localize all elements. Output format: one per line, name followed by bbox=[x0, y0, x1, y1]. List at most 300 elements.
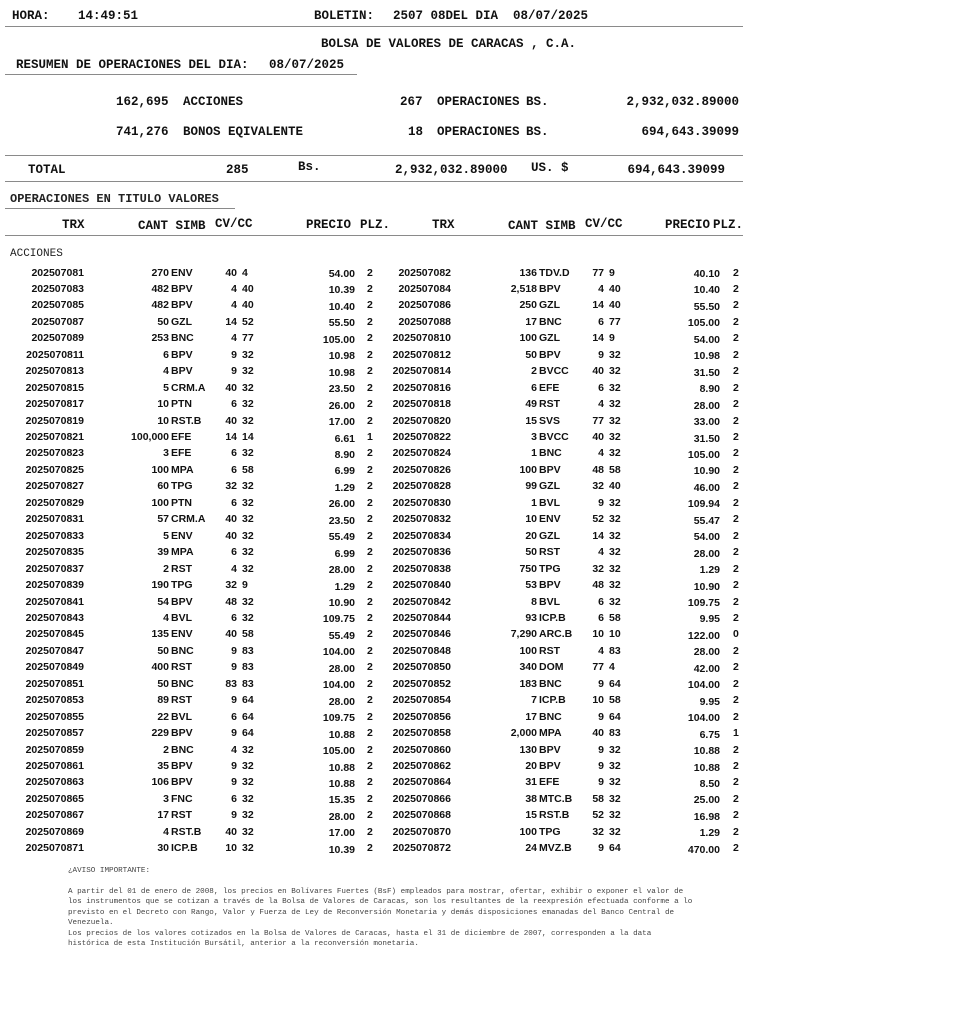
left-cc: 32 bbox=[242, 809, 254, 822]
table-row bbox=[0, 365, 760, 381]
table-row bbox=[0, 349, 760, 365]
right-precio: 10.40 bbox=[693, 284, 720, 297]
col-precio-right: PRECIO bbox=[665, 218, 711, 232]
right-plazo: 2 bbox=[733, 792, 739, 805]
left-cc: 32 bbox=[242, 496, 254, 509]
acciones-operaciones: 267 bbox=[400, 95, 423, 109]
section-title: OPERACIONES EN TITULO VALORES bbox=[10, 192, 219, 206]
left-plazo: 2 bbox=[367, 579, 373, 592]
left-precio: 28.00 bbox=[328, 695, 355, 708]
left-simbolo: BPV bbox=[171, 776, 193, 789]
right-cantidad: 750 bbox=[519, 562, 537, 575]
right-plazo: 0 bbox=[733, 628, 739, 641]
left-cantidad: 54 bbox=[157, 595, 169, 608]
right-cantidad: 7 bbox=[531, 694, 537, 707]
left-trx: 2025070837 bbox=[25, 562, 84, 575]
left-plazo: 2 bbox=[367, 595, 373, 608]
right-cc: 32 bbox=[609, 776, 621, 789]
right-cv: 6 bbox=[598, 611, 604, 624]
right-plazo: 2 bbox=[733, 579, 739, 592]
right-simbolo: BVL bbox=[539, 595, 560, 608]
left-plazo: 2 bbox=[367, 661, 373, 674]
left-simbolo: BNC bbox=[171, 644, 194, 657]
column-header-divider bbox=[5, 235, 743, 236]
left-cc: 32 bbox=[242, 414, 254, 427]
right-plazo: 2 bbox=[733, 743, 739, 756]
left-precio: 28.00 bbox=[328, 662, 355, 675]
right-trx: 202507084 bbox=[398, 282, 451, 295]
left-cantidad: 17 bbox=[157, 809, 169, 822]
right-cc: 32 bbox=[609, 381, 621, 394]
right-plazo: 2 bbox=[733, 365, 739, 378]
boletin-value: 2507 08DEL DIA 08/07/2025 bbox=[393, 9, 589, 23]
left-cc: 52 bbox=[242, 315, 254, 328]
acciones-label: ACCIONES bbox=[183, 95, 244, 109]
header-divider bbox=[5, 26, 743, 27]
table-row bbox=[0, 678, 760, 694]
left-precio: 10.88 bbox=[328, 728, 355, 741]
table-row bbox=[0, 431, 760, 447]
left-cv: 83 bbox=[225, 677, 237, 690]
table-row bbox=[0, 793, 760, 809]
right-cc: 32 bbox=[609, 579, 621, 592]
left-simbolo: FNC bbox=[171, 792, 193, 805]
right-simbolo: BVCC bbox=[539, 365, 569, 378]
left-cc: 32 bbox=[242, 381, 254, 394]
right-cc: 32 bbox=[609, 365, 621, 378]
left-plazo: 2 bbox=[367, 315, 373, 328]
right-plazo: 2 bbox=[733, 611, 739, 624]
right-simbolo: BNC bbox=[539, 710, 562, 723]
left-trx: 2025070843 bbox=[25, 611, 84, 624]
right-precio: 8.90 bbox=[699, 383, 720, 396]
left-precio: 26.00 bbox=[328, 498, 355, 511]
left-simbolo: CRM.A bbox=[171, 381, 206, 394]
right-cc: 64 bbox=[609, 710, 621, 723]
right-simbolo: MTC.B bbox=[539, 792, 573, 805]
resumen-underline bbox=[5, 74, 357, 75]
left-cc: 32 bbox=[242, 595, 254, 608]
right-cc: 4 bbox=[609, 661, 615, 674]
left-cantidad: 35 bbox=[157, 760, 169, 772]
table-row bbox=[0, 513, 760, 529]
table-row bbox=[0, 694, 760, 710]
left-cv: 6 bbox=[231, 398, 237, 411]
right-cantidad: 10 bbox=[525, 513, 537, 526]
left-precio: 28.00 bbox=[328, 564, 355, 577]
left-cv: 4 bbox=[231, 743, 237, 756]
right-trx: 2025070868 bbox=[392, 809, 451, 822]
left-simbolo: TPG bbox=[171, 579, 193, 592]
right-cantidad: 100 bbox=[519, 463, 537, 476]
right-trx: 2025070866 bbox=[392, 792, 451, 805]
right-cc: 64 bbox=[609, 842, 621, 855]
right-simbolo: BPV bbox=[539, 282, 561, 295]
right-precio: 42.00 bbox=[693, 662, 720, 675]
right-simbolo: EFE bbox=[539, 776, 560, 789]
right-cv: 77 bbox=[592, 414, 604, 427]
left-cantidad: 3 bbox=[163, 792, 169, 805]
left-precio: 8.90 bbox=[334, 448, 355, 461]
right-simbolo: GZL bbox=[539, 299, 560, 312]
left-plazo: 2 bbox=[367, 447, 373, 460]
right-trx: 202507088 bbox=[398, 315, 451, 328]
left-cantidad: 10 bbox=[157, 414, 169, 427]
left-precio: 17.00 bbox=[328, 416, 355, 429]
bonos-op-label: OPERACIONES bbox=[437, 125, 520, 139]
right-precio: 104.00 bbox=[687, 679, 720, 692]
left-cv: 14 bbox=[225, 315, 237, 328]
left-cv: 40 bbox=[225, 381, 237, 394]
right-cc: 32 bbox=[609, 809, 621, 822]
left-trx: 2025070849 bbox=[25, 661, 84, 674]
left-cc: 32 bbox=[242, 825, 254, 838]
left-cc: 32 bbox=[242, 743, 254, 756]
institution-name: BOLSA DE VALORES DE CARACAS , C.A. bbox=[321, 37, 577, 51]
table-row bbox=[0, 283, 760, 299]
left-trx: 2025070813 bbox=[25, 365, 84, 378]
right-cantidad: 2 bbox=[531, 365, 537, 378]
right-trx: 2025070864 bbox=[392, 776, 451, 789]
left-simbolo: BVL bbox=[171, 710, 192, 723]
right-precio: 122.00 bbox=[687, 629, 720, 642]
left-cantidad: 400 bbox=[151, 661, 169, 674]
left-trx: 2025070847 bbox=[25, 644, 84, 657]
right-plazo: 2 bbox=[733, 398, 739, 411]
right-precio: 55.50 bbox=[693, 300, 720, 313]
right-cv: 40 bbox=[592, 431, 604, 443]
left-simbolo: TPG bbox=[171, 480, 193, 493]
right-trx: 2025070852 bbox=[392, 677, 451, 690]
left-cc: 40 bbox=[242, 282, 254, 295]
right-simbolo: BVCC bbox=[539, 431, 569, 443]
left-trx: 2025070851 bbox=[25, 677, 84, 690]
col-trx-right: TRX bbox=[432, 218, 455, 232]
table-row bbox=[0, 530, 760, 546]
left-simbolo: RST bbox=[171, 562, 192, 575]
section-title-underline bbox=[5, 208, 235, 209]
right-cv: 77 bbox=[592, 661, 604, 674]
right-plazo: 2 bbox=[733, 694, 739, 707]
right-precio: 40.10 bbox=[693, 268, 720, 280]
left-plazo: 2 bbox=[367, 809, 373, 822]
left-cv: 6 bbox=[231, 710, 237, 723]
right-cantidad: 93 bbox=[525, 611, 537, 624]
left-cc: 32 bbox=[242, 842, 254, 855]
left-cc: 32 bbox=[242, 611, 254, 624]
col-cant-simb-right: CANT SIMB bbox=[508, 219, 576, 233]
left-cv: 32 bbox=[225, 579, 237, 592]
left-cc: 32 bbox=[242, 348, 254, 361]
right-cv: 9 bbox=[598, 743, 604, 756]
left-cantidad: 10 bbox=[157, 398, 169, 411]
left-cantidad: 2 bbox=[163, 743, 169, 756]
col-plz-left: PLZ. bbox=[360, 218, 391, 232]
left-simbolo: BPV bbox=[171, 365, 193, 378]
left-precio: 109.75 bbox=[322, 613, 355, 626]
right-cv: 40 bbox=[592, 365, 604, 378]
right-precio: 105.00 bbox=[687, 317, 720, 330]
left-trx: 202507085 bbox=[31, 299, 84, 312]
notice-title: ¿AVISO IMPORTANTE: bbox=[68, 867, 151, 875]
left-cv: 6 bbox=[231, 447, 237, 460]
left-cantidad: 2 bbox=[163, 562, 169, 575]
right-cv: 9 bbox=[598, 710, 604, 723]
right-cv: 9 bbox=[598, 677, 604, 690]
left-trx: 202507083 bbox=[31, 282, 84, 295]
right-cantidad: 130 bbox=[519, 743, 537, 756]
left-trx: 202507087 bbox=[31, 315, 84, 328]
left-trx: 2025070845 bbox=[25, 628, 84, 641]
right-cc: 58 bbox=[609, 463, 621, 476]
right-cc: 32 bbox=[609, 792, 621, 805]
total-bs-monto: 2,932,032.89000 bbox=[395, 163, 508, 177]
right-cv: 10 bbox=[592, 694, 604, 707]
left-cantidad: 190 bbox=[151, 579, 169, 592]
right-plazo: 2 bbox=[733, 332, 739, 345]
right-simbolo: MPA bbox=[539, 727, 562, 740]
left-cv: 6 bbox=[231, 496, 237, 509]
table-row bbox=[0, 826, 760, 842]
right-cc: 83 bbox=[609, 644, 621, 657]
right-cantidad: 2,518 bbox=[510, 282, 537, 295]
left-trx: 2025070811 bbox=[26, 348, 84, 361]
left-precio: 10.98 bbox=[328, 350, 355, 363]
table-row bbox=[0, 497, 760, 513]
left-precio: 109.75 bbox=[322, 712, 355, 725]
right-simbolo: TPG bbox=[539, 562, 561, 575]
left-trx: 2025070863 bbox=[25, 776, 84, 789]
total-usd-label: US. $ bbox=[531, 161, 569, 175]
table-row bbox=[0, 563, 760, 579]
right-trx: 2025070838 bbox=[392, 562, 451, 575]
left-simbolo: BPV bbox=[171, 760, 193, 772]
left-plazo: 2 bbox=[367, 825, 373, 838]
right-cantidad: 20 bbox=[525, 529, 537, 542]
right-cv: 4 bbox=[598, 644, 604, 657]
right-trx: 2025070856 bbox=[392, 710, 451, 723]
left-cantidad: 100 bbox=[151, 463, 169, 476]
boletin-label: BOLETIN: bbox=[314, 9, 375, 23]
right-simbolo: GZL bbox=[539, 480, 560, 493]
left-trx: 2025070819 bbox=[25, 414, 84, 427]
left-cantidad: 30 bbox=[157, 842, 169, 855]
right-cantidad: 99 bbox=[525, 480, 537, 493]
left-cc: 83 bbox=[242, 677, 254, 690]
right-cc: 32 bbox=[609, 562, 621, 575]
right-simbolo: BPV bbox=[539, 463, 561, 476]
left-cc: 32 bbox=[242, 513, 254, 526]
left-simbolo: BPV bbox=[171, 282, 193, 295]
right-precio: 109.75 bbox=[687, 597, 720, 609]
left-cv: 9 bbox=[231, 776, 237, 789]
right-cantidad: 340 bbox=[519, 661, 537, 674]
left-trx: 2025070855 bbox=[25, 710, 84, 723]
table-row bbox=[0, 579, 760, 595]
right-trx: 2025070862 bbox=[392, 760, 451, 772]
right-cc: 58 bbox=[609, 611, 621, 624]
left-cc: 32 bbox=[242, 562, 254, 575]
left-cv: 4 bbox=[231, 332, 237, 345]
left-cv: 9 bbox=[231, 661, 237, 674]
left-cv: 9 bbox=[231, 694, 237, 707]
right-trx: 2025070850 bbox=[392, 661, 451, 674]
right-trx: 2025070860 bbox=[392, 743, 451, 756]
right-plazo: 2 bbox=[733, 414, 739, 427]
right-simbolo: ICP.B bbox=[539, 694, 566, 707]
notice-paragraph-2: Los precios de los valores cotizados en la Bolsa de Valores de Caracas, hasta el 31 de diciembre de 2007, corresponden a la data histórica de esta Institución Bursátil, anterior a la reconversión monetaria. bbox=[68, 929, 652, 948]
left-simbolo: RST.B bbox=[171, 414, 202, 427]
right-cc: 32 bbox=[609, 760, 621, 772]
right-cv: 32 bbox=[592, 480, 604, 493]
left-plazo: 2 bbox=[367, 348, 373, 361]
left-simbolo: MPA bbox=[171, 463, 194, 476]
right-cv: 9 bbox=[598, 760, 604, 772]
right-simbolo: BNC bbox=[539, 315, 562, 328]
right-trx: 2025070832 bbox=[392, 513, 451, 526]
right-precio: 16.98 bbox=[693, 810, 720, 823]
right-cc: 40 bbox=[609, 480, 621, 493]
left-cc: 64 bbox=[242, 694, 254, 707]
left-simbolo: ENV bbox=[171, 529, 193, 542]
right-plazo: 2 bbox=[733, 315, 739, 328]
right-cc: 9 bbox=[609, 266, 615, 279]
right-cantidad: 31 bbox=[525, 776, 537, 789]
right-cv: 77 bbox=[592, 266, 604, 279]
left-cantidad: 5 bbox=[163, 529, 169, 542]
left-precio: 55.49 bbox=[328, 531, 355, 544]
left-cv: 4 bbox=[231, 299, 237, 312]
left-simbolo: BPV bbox=[171, 727, 193, 740]
right-cv: 6 bbox=[598, 595, 604, 608]
right-cantidad: 17 bbox=[525, 315, 537, 328]
bonos-operaciones: 18 bbox=[408, 125, 424, 139]
left-cantidad: 253 bbox=[151, 332, 169, 345]
left-plazo: 2 bbox=[367, 792, 373, 805]
left-cv: 9 bbox=[231, 644, 237, 657]
acciones-op-label: OPERACIONES bbox=[437, 95, 520, 109]
left-cv: 48 bbox=[225, 595, 237, 608]
right-cv: 4 bbox=[598, 546, 604, 559]
right-cantidad: 15 bbox=[525, 414, 537, 427]
table-row bbox=[0, 727, 760, 743]
left-cv: 6 bbox=[231, 463, 237, 476]
right-cv: 10 bbox=[592, 628, 604, 641]
left-precio: 105.00 bbox=[322, 745, 355, 758]
right-cc: 32 bbox=[609, 513, 621, 526]
left-trx: 2025070861 bbox=[25, 760, 84, 772]
right-cv: 4 bbox=[598, 398, 604, 411]
left-cv: 10 bbox=[225, 842, 237, 855]
right-plazo: 2 bbox=[733, 447, 739, 460]
right-precio: 8.50 bbox=[699, 777, 720, 790]
left-plazo: 2 bbox=[367, 282, 373, 295]
left-plazo: 2 bbox=[367, 365, 373, 378]
table-row bbox=[0, 776, 760, 792]
left-simbolo: ICP.B bbox=[171, 842, 198, 855]
left-cc: 32 bbox=[242, 776, 254, 789]
right-cv: 6 bbox=[598, 381, 604, 394]
left-precio: 10.88 bbox=[328, 761, 355, 774]
right-cantidad: 1 bbox=[531, 447, 537, 460]
left-simbolo: ENV bbox=[171, 628, 193, 641]
table-row bbox=[0, 628, 760, 644]
right-precio: 6.75 bbox=[699, 728, 720, 741]
right-precio: 10.88 bbox=[693, 761, 720, 774]
right-precio: 28.00 bbox=[693, 547, 720, 560]
left-cv: 40 bbox=[225, 825, 237, 838]
left-cantidad: 50 bbox=[157, 644, 169, 657]
right-cc: 10 bbox=[609, 628, 621, 641]
right-cc: 32 bbox=[609, 825, 621, 838]
left-plazo: 2 bbox=[367, 513, 373, 526]
left-plazo: 2 bbox=[367, 266, 373, 279]
table-row bbox=[0, 661, 760, 677]
hora-label: HORA: bbox=[12, 9, 50, 23]
right-plazo: 2 bbox=[733, 677, 739, 690]
right-plazo: 2 bbox=[733, 463, 739, 476]
right-cantidad: 183 bbox=[519, 677, 537, 690]
left-precio: 17.00 bbox=[328, 827, 355, 840]
left-precio: 10.98 bbox=[328, 366, 355, 379]
bonos-currency: BS. bbox=[526, 125, 549, 139]
left-cantidad: 135 bbox=[151, 628, 169, 641]
left-cantidad: 39 bbox=[157, 546, 169, 559]
right-precio: 46.00 bbox=[693, 481, 720, 494]
right-precio: 1.29 bbox=[699, 827, 720, 840]
right-precio: 28.00 bbox=[693, 399, 720, 412]
left-cantidad: 50 bbox=[157, 315, 169, 328]
right-precio: 55.47 bbox=[693, 514, 720, 527]
right-cc: 32 bbox=[609, 529, 621, 542]
left-cc: 58 bbox=[242, 628, 254, 641]
right-cantidad: 2,000 bbox=[510, 727, 537, 740]
left-simbolo: RST bbox=[171, 694, 192, 707]
right-precio: 470.00 bbox=[687, 843, 720, 856]
right-simbolo: GZL bbox=[539, 332, 560, 345]
left-cc: 40 bbox=[242, 299, 254, 312]
left-cv: 4 bbox=[231, 282, 237, 295]
right-simbolo: ARC.B bbox=[539, 628, 573, 641]
right-cantidad: 3 bbox=[531, 431, 537, 443]
right-simbolo: RST bbox=[539, 398, 560, 411]
left-plazo: 2 bbox=[367, 332, 373, 345]
left-cc: 32 bbox=[242, 480, 254, 493]
table-row bbox=[0, 332, 760, 348]
left-precio: 26.00 bbox=[328, 399, 355, 412]
left-trx: 2025070823 bbox=[25, 447, 84, 460]
right-cantidad: 20 bbox=[525, 760, 537, 772]
total-usd-monto: 694,643.39099 bbox=[627, 163, 725, 177]
left-simbolo: RST bbox=[171, 661, 192, 674]
notice-paragraph-1: A partir del 01 de enero de 2008, los precios en Bolívares Fuertes (BsF) empleados para mostrar, ofertar, exhibir o exponer el valor de los instrumentos que se cotizan a través de la Bolsa de Valores de Caracas, son los resultantes de la reexpresión efectuada conforme a lo previsto en el Decreto con Rango, Valor y Fuerza de Ley de Reconversión Monetaria y demás disposiciones emanadas del Banco Central de Venezuela. bbox=[68, 887, 693, 927]
right-cv: 14 bbox=[592, 299, 604, 312]
right-plazo: 1 bbox=[733, 727, 739, 740]
left-simbolo: CRM.A bbox=[171, 513, 206, 526]
left-precio: 55.50 bbox=[328, 317, 355, 330]
right-cc: 32 bbox=[609, 431, 621, 443]
left-plazo: 2 bbox=[367, 628, 373, 641]
right-cantidad: 100 bbox=[519, 332, 537, 345]
left-cv: 9 bbox=[231, 727, 237, 740]
left-precio: 10.90 bbox=[328, 597, 355, 609]
right-cv: 6 bbox=[598, 315, 604, 328]
left-precio: 1.29 bbox=[334, 481, 355, 494]
left-cv: 40 bbox=[225, 628, 237, 641]
left-precio: 28.00 bbox=[328, 810, 355, 823]
right-cc: 40 bbox=[609, 299, 621, 312]
col-cv-cc-right: CV/CC bbox=[585, 217, 623, 231]
